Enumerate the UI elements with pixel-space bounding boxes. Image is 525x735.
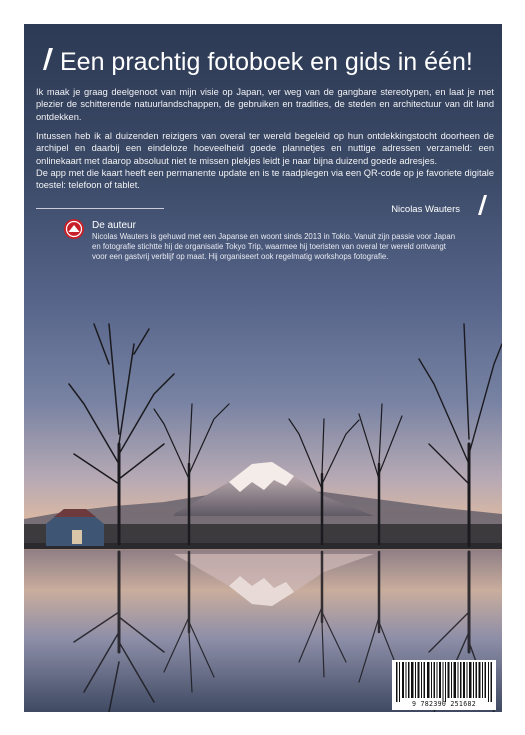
isbn-number: 9 782390 251682 [411, 700, 477, 708]
intro-paragraph: Ik maak je graag deelgenoot van mijn visie op Japan, ver weg van de gangbare stereotypen, en laat je met plezier de schitterende natuurlandschappen, de gebruiken en tradities, de steden en architectuur van dit land ontdekken. [36, 87, 494, 122]
body-paragraphs [36, 130, 494, 191]
closing-quote-mark [476, 194, 488, 216]
app-paragraph: De app met die kaart heeft een permanente update en is te raadplegen via een QR-code op je favoriete digitale toestel: telefoon of tablet. [36, 167, 494, 191]
opening-quote-mark [40, 46, 54, 72]
divider-line [36, 208, 164, 209]
headline: Een prachtig fotoboek en gids in één! [60, 48, 473, 76]
signature: Nicolas Wauters [391, 204, 460, 215]
mountain-icon [64, 219, 84, 239]
author-bio: Nicolas Wauters is gehuwd met een Japanse en woont sinds 2013 in Tokio. Vanuit zijn passie voor Japan en fotografie stichtte hij de organisatie Tokyo Trip, waarmee hij toeristen van overal ter wereld ontvangt voor een gastvrij verblijf op maat. Hij organiseert ook regelmatig workshops fotografie. [92, 232, 456, 262]
fuji-landscape-photo [24, 24, 502, 712]
barcode-bars [392, 662, 496, 702]
back-cover [24, 24, 502, 712]
author-section-title: De auteur [92, 220, 136, 231]
travel-paragraph: Intussen heb ik al duizenden reizigers van overal ter wereld begeleid op hun ontdekkingstocht doorheen de archipel en daarbij een eindeloze hoeveelheid goede plannetjes en nuttige adressen verzameld: een onlinekaart met daarop absoluut niet te missen plekjes leidt je naar bijna duizend goede adresjes. [36, 131, 494, 166]
isbn-barcode [392, 660, 496, 710]
